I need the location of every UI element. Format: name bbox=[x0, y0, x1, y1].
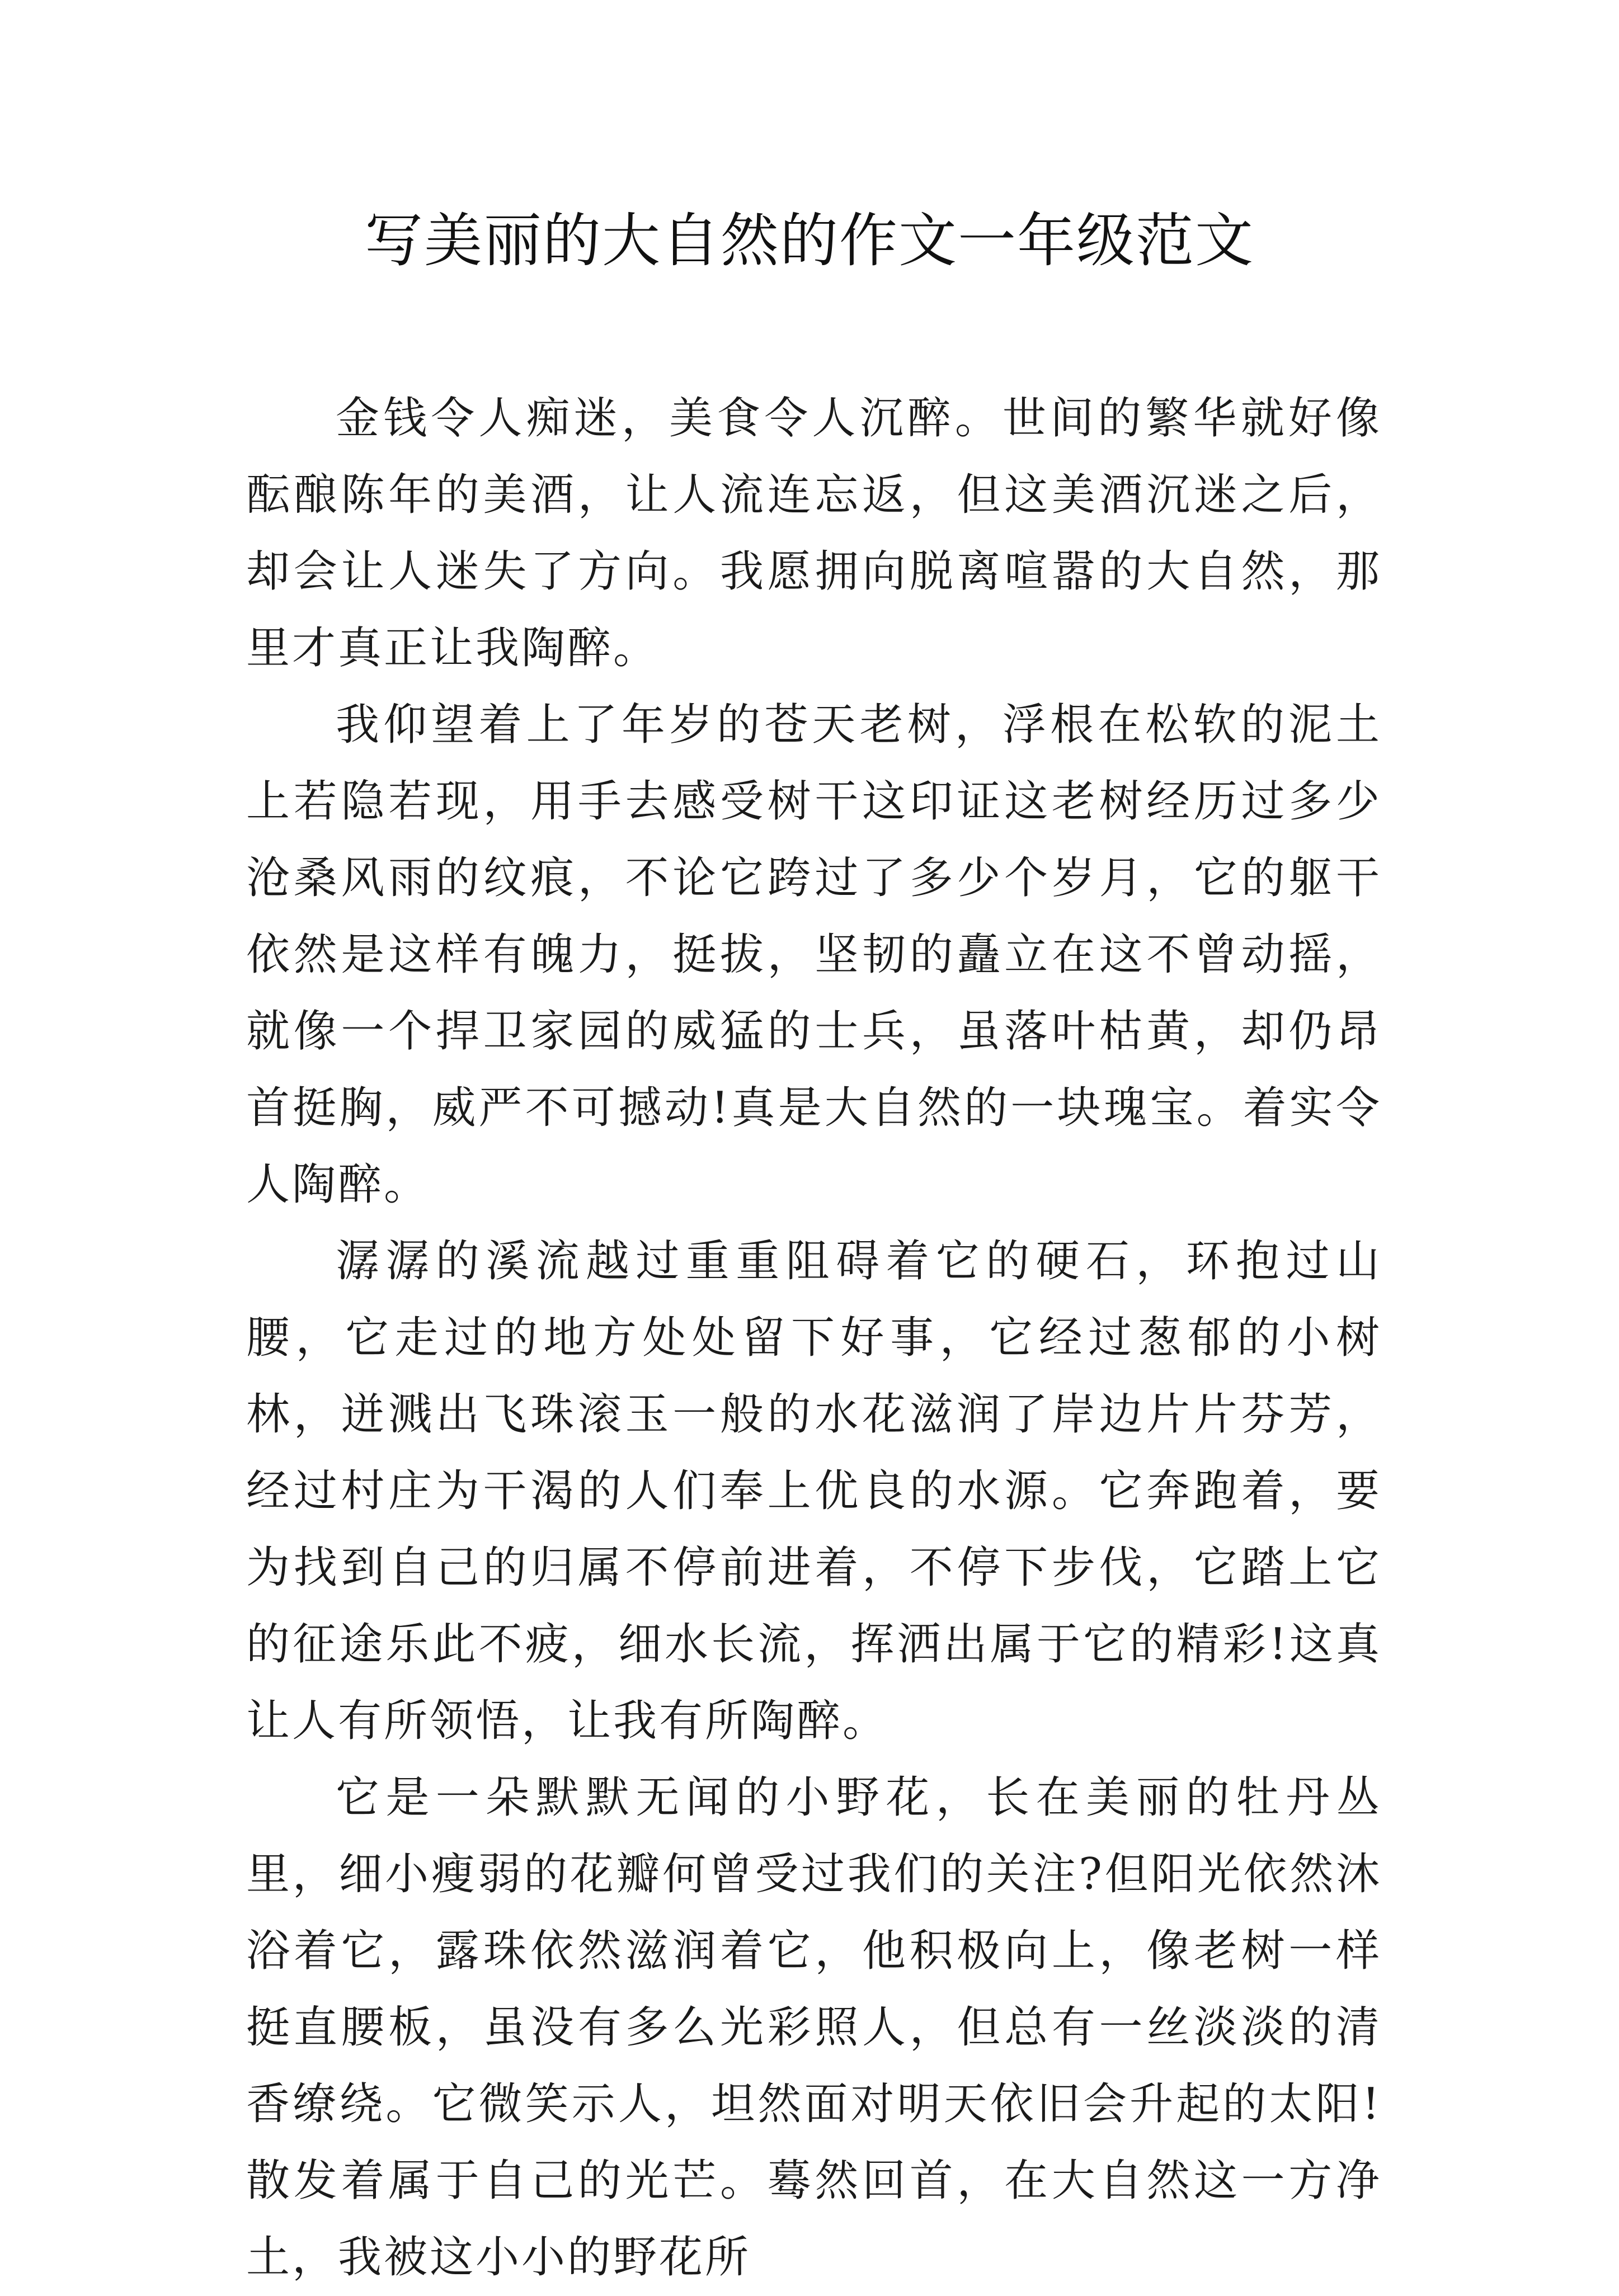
paragraph-1: 金钱令人痴迷，美食令人沉醉。世间的繁华就好像酝酿陈年的美酒，让人流连忘返，但这美酒沉迷之后，却会让人迷失了方向。我愿拥向脱离喧嚣的大自然，那里才真正让我陶醉。 bbox=[246, 393, 1382, 673]
paragraph-4: 它是一朵默默无闻的小野花，长在美丽的牡丹丛里，细小瘦弱的花瓣何曾受过我们的关注?但阳光依然沐浴着它，露珠依然滋润着它，他积极向上，像老树一样挺直腰板，虽没有多么光彩照人，但总有一丝淡淡的清香缭绕。它微笑示人，坦然面对明天依旧会升起的太阳!散发着属于自己的光芒。蓦然回首，在大自然这一方净土，我被这小小的野花所 bbox=[246, 1772, 1382, 2283]
paragraph-3: 潺潺的溪流越过重重阻碍着它的硬石，环抱过山腰，它走过的地方处处留下好事，它经过葱郁的小树林，迸溅出飞珠滚玉一般的水花滋润了岸边片片芬芳，经过村庄为干渴的人们奉上优良的水源。它奔跑着，要为找到自己的归属不停前进着，不停下步伐，它踏上它的征途乐此不疲，细水长流，挥洒出属于它的精彩!这真让人有所领悟，让我有所陶醉。 bbox=[246, 1236, 1382, 1746]
paragraph-2: 我仰望着上了年岁的苍天老树，浮根在松软的泥土上若隐若现，用手去感受树干这印证这老树经历过多少沧桑风雨的纹痕，不论它跨过了多少个岁月，它的躯干依然是这样有魄力，挺拔，坚韧的矗立在这不曾动摇，就像一个捍卫家园的威猛的士兵，虽落叶枯黄，却仍昂首挺胸，威严不可撼动!真是大自然的一块瑰宝。着实令人陶醉。 bbox=[246, 700, 1382, 1210]
document-title: 写美丽的大自然的作文一年级范文 bbox=[364, 206, 1254, 275]
document-body bbox=[246, 380, 1382, 2296]
